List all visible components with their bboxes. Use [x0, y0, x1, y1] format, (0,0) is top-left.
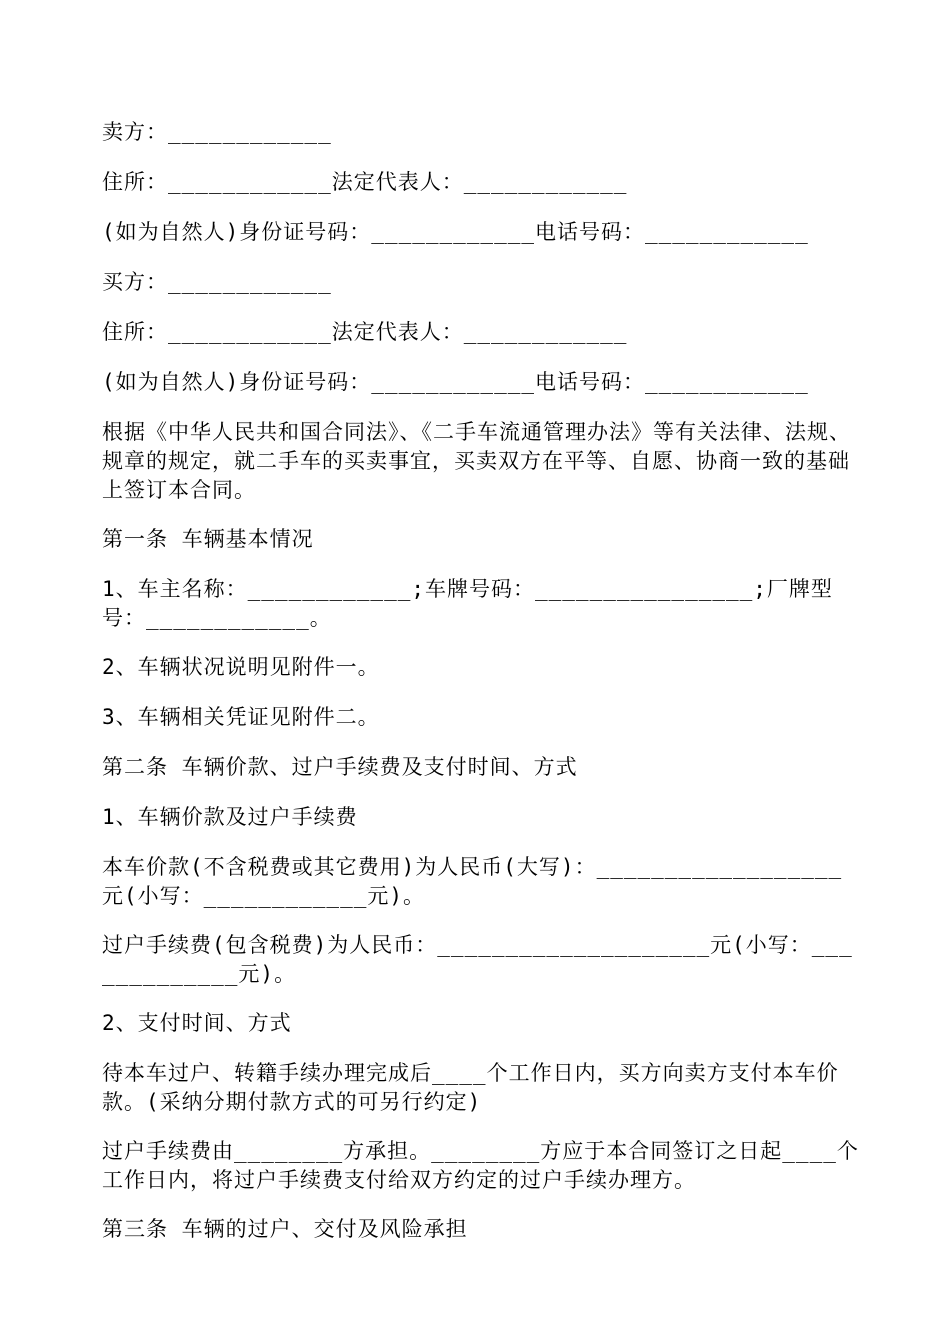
article-2-subheading-2: 2、支付时间、方式	[102, 1011, 292, 1035]
article-2-heading: 第二条 车辆价款、过户手续费及支付时间、方式	[102, 755, 578, 779]
article-1-item-3: 3、车辆相关凭证见附件二。	[102, 705, 380, 729]
preamble-paragraph: 根据《中华人民共和国合同法》、《二手车流通管理办法》等有关法律、法规、规章的规定，就二手车的买卖事宜，买卖双方在平等、自愿、协商一致的基础上签订本合同。	[102, 420, 851, 502]
fee-bearer-paragraph: 过户手续费由________方承担。________方应于本合同签订之日起____个工作日内，将过户手续费支付给双方约定的过户手续办理方。	[102, 1139, 859, 1192]
article-1-item-2: 2、车辆状况说明见附件一。	[102, 655, 380, 679]
vehicle-price-paragraph: 本车价款(不含税费或其它费用)为人民币(大写)：__________________元(小写：____________元)。	[102, 855, 843, 908]
seller-id-phone-line: (如为自然人)身份证号码：____________电话号码：____________	[102, 220, 809, 244]
seller-address-line: 住所：____________法定代表人：____________	[102, 170, 628, 194]
article-1-item-1: 1、车主名称：____________;车牌号码：________________;厂牌型号：____________。	[102, 577, 833, 630]
buyer-address-line: 住所：____________法定代表人：____________	[102, 320, 628, 344]
article-2-subheading-1: 1、车辆价款及过户手续费	[102, 805, 358, 829]
article-1-heading: 第一条 车辆基本情况	[102, 527, 314, 551]
payment-time-paragraph: 待本车过户、转籍手续办理完成后____个工作日内，买方向卖方支付本车价款。(采纳分期付款方式的可另行约定)	[102, 1061, 839, 1114]
buyer-id-phone-line: (如为自然人)身份证号码：____________电话号码：____________	[102, 370, 809, 394]
article-3-heading: 第三条 车辆的过户、交付及风险承担	[102, 1217, 468, 1241]
buyer-name-line: 买方：____________	[102, 270, 332, 294]
transfer-fee-paragraph: 过户手续费(包含税费)为人民币：____________________元(小写：_____________元)。	[102, 933, 853, 986]
contract-page	[102, 118, 862, 1265]
seller-name-line: 卖方：____________	[102, 120, 332, 144]
